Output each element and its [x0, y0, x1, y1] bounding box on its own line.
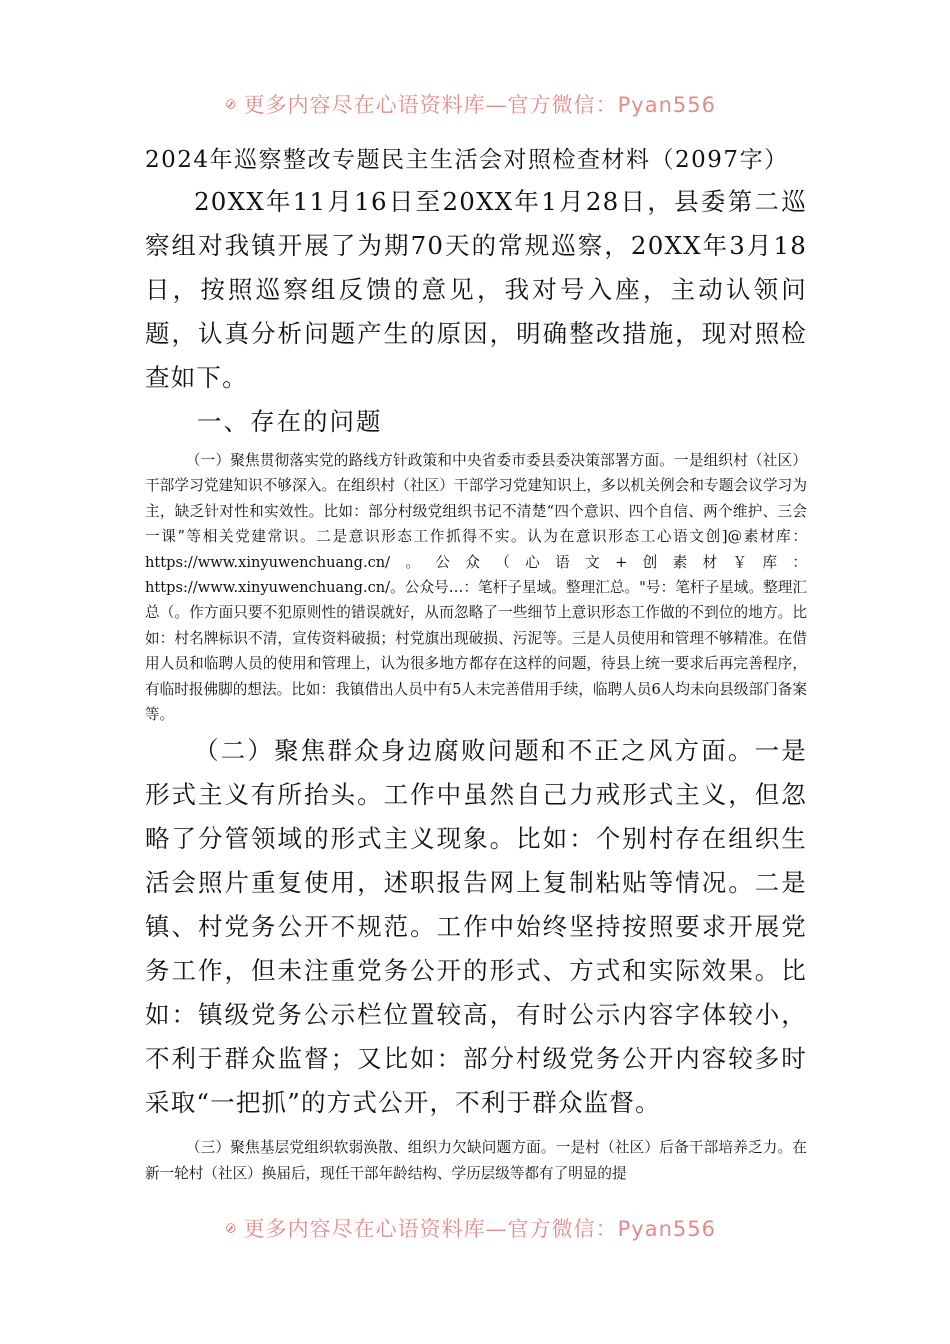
pen-nib-logo-icon — [226, 87, 236, 121]
pen-nib-logo-icon — [226, 1211, 236, 1245]
paragraph-3: （三）聚焦基层党组织软弱涣散、组织力欠缺问题方面。一是村（社区）后备干部培养乏力。在新一轮村（社区）换届后，现任干部年龄结构、学历层级等都有了明显的提 — [145, 1139, 807, 1182]
paragraph-2: （二）聚焦群众身边腐败问题和不正之风方面。一是形式主义有所抬头。工作中虽然自己力戒形式主义，但忽略了分管领域的形式主义现象。比如：个别村存在组织生活会照片重复使用，述职报告网上复制粘贴等情况。二是镇、村党务公开不规范。工作中始终坚持按照要求开展党务工作，但未注重党务公开的形式、方式和实际效果。比如：镇级党务公示栏位置较高，有时公示内容字体较小，不利于群众监督；又比如：部分村级党务公开内容较多时采取“一把抓”的方式公开，不利于群众监督。 — [145, 736, 807, 1118]
section-heading: 一、存在的问题 — [197, 407, 383, 436]
watermark-text: 更多内容尽在心语资料库—官方微信：Pyan556 — [243, 93, 716, 117]
document-title: 2024年巡察整改专题民主生活会对照检查材料（2097字） — [145, 147, 789, 173]
intro-paragraph: 20XX年11月16日至20XX年1月28日，县委第二巡察组对我镇开展了为期70天的常规巡察，20XX年3月18日，按照巡察组反馈的意见，我对号入座，主动认领问题，认真分析问题产生的原因，明确整改措施，现对照检查如下。 — [145, 187, 807, 392]
watermark-banner-top — [226, 84, 716, 124]
paragraph-1: （一）聚焦贯彻落实党的路线方针政策和中央省委市委县委决策部署方面。一是组织村（社区）干部学习党建知识不够深入。在组织村（社区）干部学习党建知识上，多以机关例会和专题会议学习为主，缺乏针对性和实效性。比如：部分村级党组织书记不清楚“四个意识、四个自信、两个维护、三会一课”等相关党建常识。二是意识形态工作抓得不实。认为在意识形态工心语文创]@素材库：https://www.xinyuwenchuang.cn/。公众（心语文+创素材￥库：https://www.xinyuwenchuang.cn/。公众号…：笔杆子星域。整理汇总。"号：笔杆子星域。整理汇总（。作方面只要不犯原则性的错误就好，从而忽略了一些细节上意识形态工作做的不到位的地方。比如：村名牌标识不清，宣传资料破损；村党旗出现破损、污泥等。三是人员使用和管理不够精准。在借用人员和临聘人员的使用和管理上，认为很多地方都存在这样的问题，待县上统一要求后再完善程序，有临时报佛脚的想法。比如：我镇借出人员中有5人未完善借用手续，临聘人员6人均未向县级部门备案等。 — [145, 452, 807, 724]
watermark-text: 更多内容尽在心语资料库—官方微信：Pyan556 — [243, 1217, 716, 1241]
watermark-banner-bottom — [226, 1208, 716, 1248]
document-body — [145, 140, 807, 1186]
